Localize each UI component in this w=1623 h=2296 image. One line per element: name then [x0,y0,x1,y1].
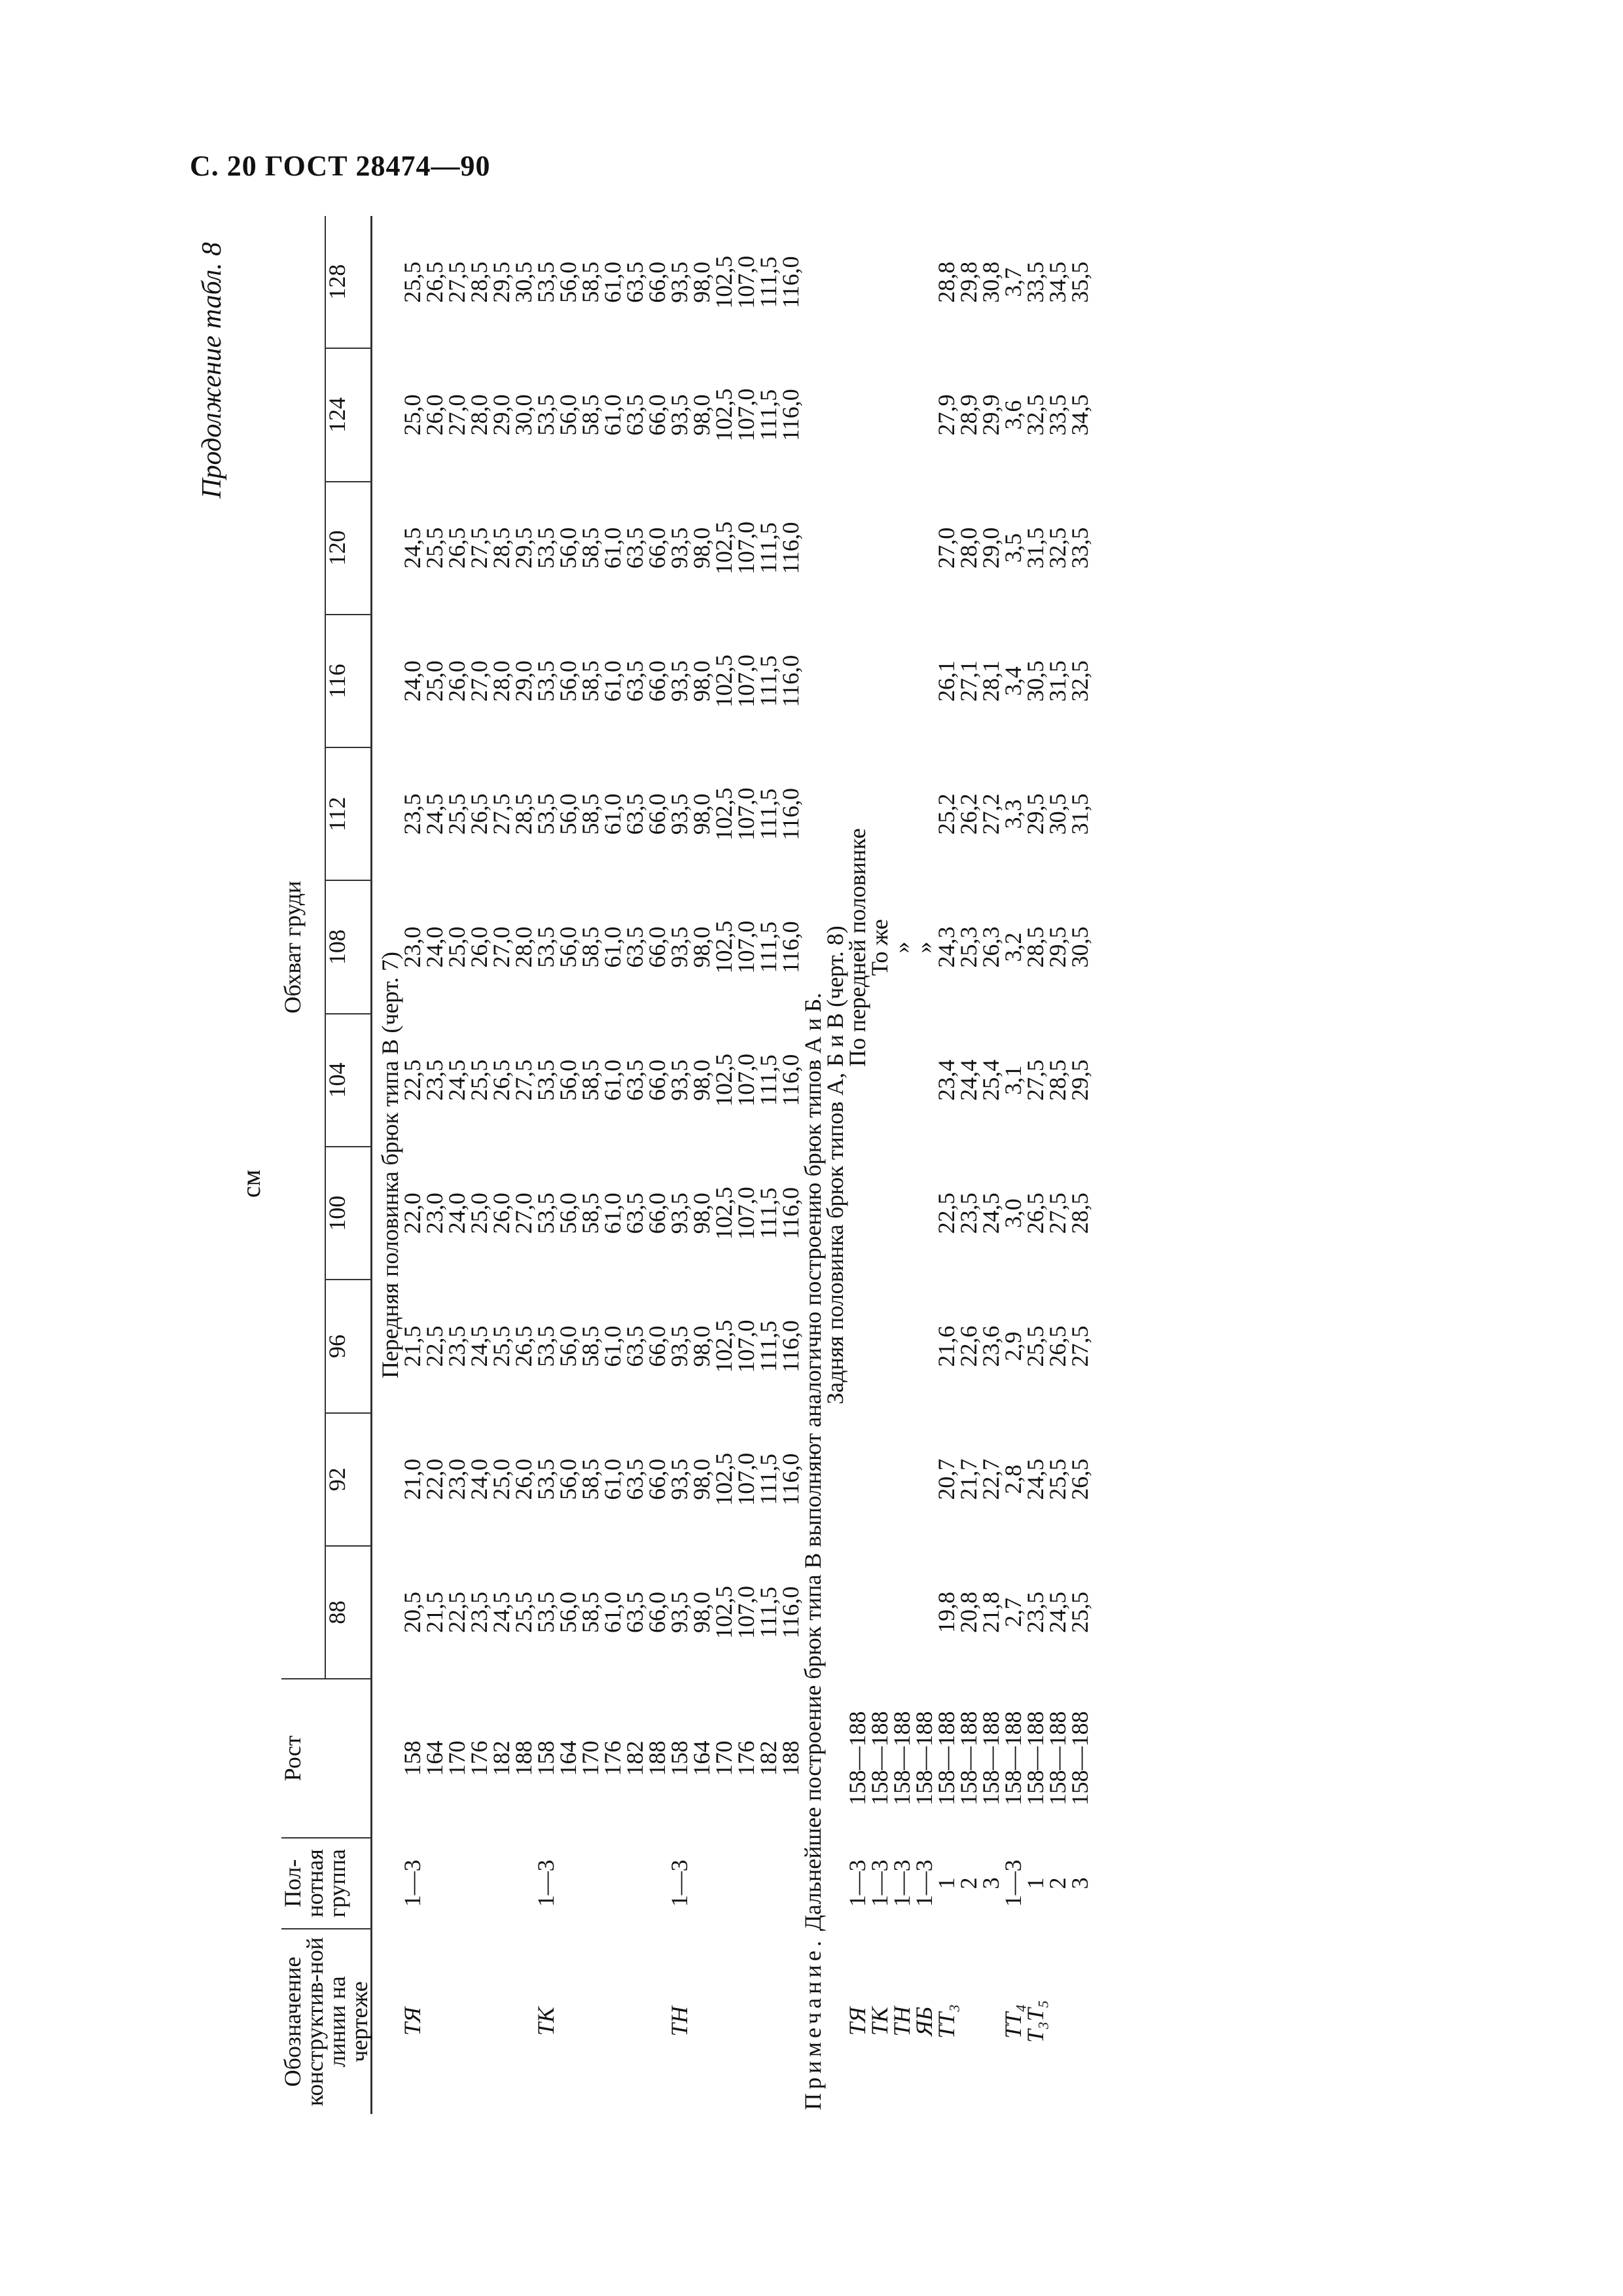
value-cell: 93,5 98,0 102,5 107,0 111,5 116,0 [666,787,804,841]
value-cell: 3,3 [1000,799,1026,829]
table-row [891,216,913,2114]
table-row [535,216,668,2114]
girth-header-100: 100 [325,1147,371,1280]
row-label: ТН [666,2006,692,2037]
value-cell: 23,0 24,0 25,0 26,0 27,0 28,0 [399,926,537,968]
value-cell: 31,5 32,5 33,5 [1022,527,1093,569]
value-cell: 27,5 28,5 29,5 [1022,1059,1093,1101]
row-heights: 158 164 170 176 182 188 [399,1740,537,1776]
girth-header-92: 92 [325,1413,371,1546]
value-cell: 33,5 34,5 35,5 [1022,261,1093,303]
value-cell: 3,1 [1000,1065,1026,1095]
girth-header-124: 124 [325,348,371,481]
row-label: ТТ₃ [933,2004,959,2039]
value-cell: 23,5 24,5 25,5 26,5 27,5 28,5 [399,793,537,835]
girth-header-128: 128 [325,216,371,348]
value-cell: 53,5 56,0 58,5 61,0 63,5 66,0 [533,793,670,835]
data-table [281,216,1091,2114]
girth-header-108: 108 [325,881,371,1014]
section-title-front: Передняя половинка брюк типа В (черт. 7) [377,952,403,1378]
table-row [846,216,868,2114]
table-row [1024,216,1091,2114]
value-cell: 3,4 [1000,666,1026,696]
value-cell: 53,5 56,0 58,5 61,0 63,5 66,0 [533,527,670,569]
value-cell: 25,5 26,5 27,5 [1022,1325,1093,1367]
value-cell: 22,5 23,5 24,5 [933,1193,1004,1234]
col-header-label: Обозначение конструктив-ной линии на чертеже [281,1929,372,2114]
row-label: ТН [889,2006,915,2037]
value-cell: 25,2 26,2 27,2 [933,793,1004,835]
value-cell: 24,3 25,3 26,3 [933,926,1004,968]
girth-header-112: 112 [325,747,371,880]
value-cell: 53,5 56,0 58,5 61,0 63,5 66,0 [533,926,670,968]
value-cell: 53,5 56,0 58,5 61,0 63,5 66,0 [533,1458,670,1500]
value-cell: 93,5 98,0 102,5 107,0 111,5 116,0 [666,655,804,708]
table-row [1002,216,1024,2114]
col-header-height: Рост [281,1679,372,1838]
row-label: ТЯ [844,2007,870,2036]
row-heights: 158 164 170 176 182 188 [666,1740,804,1776]
value-cell: 93,5 98,0 102,5 107,0 111,5 116,0 [666,1452,804,1506]
continuation-caption: Продолжение табл. 8 [197,242,227,499]
row-group: 1—3 [666,1859,692,1907]
value-cell: 2,7 [1000,1598,1026,1628]
col-header-group: Пол-нотная группа [281,1838,372,1929]
value-cell: 20,7 21,7 22,7 [933,1458,1004,1500]
value-cell: 23,4 24,4 25,4 [933,1059,1004,1101]
note-text: Дальнейшее построение брюк типа В выполняют аналогично построению брюк типов А и Б. [800,992,826,1937]
row-reference-text: То же [866,919,893,976]
value-cell: 53,5 56,0 58,5 61,0 63,5 66,0 [533,261,670,303]
value-cell: 93,5 98,0 102,5 107,0 111,5 116,0 [666,1053,804,1107]
row-label: Т₃Т₅ [1022,2000,1048,2043]
value-cell: 3,2 [1000,932,1026,962]
value-cell: 22,0 23,0 24,0 25,0 26,0 27,0 [399,1193,537,1234]
value-cell: 27,0 28,0 29,0 [933,527,1004,569]
row-group: 1—3 [844,1859,870,1907]
row-heights: 158—188 [911,1711,937,1806]
value-cell: 21,0 22,0 23,0 24,0 25,0 26,0 [399,1458,537,1500]
girth-header-88: 88 [325,1546,371,1679]
row-label: ТЯ [399,2007,425,2036]
table-row [868,216,891,2114]
row-heights: 158—188 [889,1711,915,1806]
table-row [913,216,935,2114]
row-group: 1 2 3 [1022,1877,1093,1890]
row-label: ТТ₄ [1000,2004,1026,2039]
value-cell: 93,5 98,0 102,5 107,0 111,5 116,0 [666,521,804,575]
row-group: 1—3 [911,1859,937,1907]
value-cell: 2,8 [1000,1464,1026,1494]
value-cell: 3,5 [1000,533,1026,563]
value-cell: 24,5 25,5 26,5 27,5 28,5 29,5 [399,527,537,569]
rotated-table-block [196,216,1459,2114]
row-label: ТК [533,2007,559,2036]
page-header: С. 20 ГОСТ 28474—90 [190,150,491,182]
row-heights: 158 164 170 176 182 188 [533,1740,670,1776]
row-heights: 158—188 [844,1711,870,1806]
value-cell: 53,5 56,0 58,5 61,0 63,5 66,0 [533,660,670,702]
value-cell: 3,6 [1000,400,1026,430]
unit-label: см [236,1169,266,1198]
value-cell: 30,5 31,5 32,5 [1022,660,1093,702]
row-label: ЯБ [911,2006,937,2036]
value-cell: 26,5 27,5 28,5 [1022,1193,1093,1234]
row-group: 1—3 [866,1859,893,1907]
row-group: 1—3 [889,1859,915,1907]
row-group: 1 2 3 [933,1877,1004,1890]
row-group: 1—3 [399,1859,425,1907]
value-cell: 53,5 56,0 58,5 61,0 63,5 66,0 [533,1592,670,1634]
value-cell: 22,5 23,5 24,5 25,5 26,5 27,5 [399,1059,537,1101]
row-group: 1—3 [1000,1859,1026,1907]
row-reference-text: По передней половинке [844,828,870,1067]
value-cell: 27,9 28,9 29,9 [933,394,1004,436]
table-row [935,216,1002,2114]
value-cell: 93,5 98,0 102,5 107,0 111,5 116,0 [666,1187,804,1240]
value-cell: 29,5 30,5 31,5 [1022,793,1093,835]
row-reference-text: » [889,941,915,954]
value-cell: 93,5 98,0 102,5 107,0 111,5 116,0 [666,388,804,442]
value-cell: 20,5 21,5 22,5 23,5 24,5 25,5 [399,1592,537,1634]
row-heights: 158—188 [1000,1711,1026,1806]
girth-header-120: 120 [325,482,371,615]
value-cell: 21,5 22,5 23,5 24,5 25,5 26,5 [399,1325,537,1367]
row-heights: 158—188 [866,1711,893,1806]
value-cell: 19,8 20,8 21,8 [933,1592,1004,1634]
girth-header-116: 116 [325,615,371,747]
value-cell: 32,5 33,5 34,5 [1022,394,1093,436]
value-cell: 53,5 56,0 58,5 61,0 63,5 66,0 [533,1059,670,1101]
value-cell: 93,5 98,0 102,5 107,0 111,5 116,0 [666,1319,804,1373]
row-group: 1—3 [533,1859,559,1907]
value-cell: 25,0 26,0 27,0 28,0 29,0 30,0 [399,394,537,436]
section-title-back: Задняя половинка брюк типов А, Б и В (черт. 8) [822,925,848,1405]
row-reference-text: » [911,941,937,954]
note-prefix: Примечание. [800,1937,826,2110]
value-cell: 24,0 25,0 26,0 27,0 28,0 29,0 [399,660,537,702]
value-cell: 93,5 98,0 102,5 107,0 111,5 116,0 [666,255,804,309]
value-cell: 23,5 24,5 25,5 [1022,1592,1093,1634]
table-row [668,216,802,2114]
row-heights: 158—188 158—188 158—188 [933,1711,1004,1806]
value-cell: 53,5 56,0 58,5 61,0 63,5 66,0 [533,394,670,436]
value-cell: 53,5 56,0 58,5 61,0 63,5 66,0 [533,1325,670,1367]
value-cell: 28,5 29,5 30,5 [1022,926,1093,968]
col-header-girth: Обхват груди [281,216,325,1679]
girth-header-104: 104 [325,1014,371,1147]
value-cell: 3,0 [1000,1198,1026,1229]
girth-header-96: 96 [325,1280,371,1412]
value-cell: 24,5 25,5 26,5 [1022,1458,1093,1500]
table-note [802,216,824,2114]
value-cell: 2,9 [1000,1331,1026,1361]
value-cell: 53,5 56,0 58,5 61,0 63,5 66,0 [533,1193,670,1234]
row-label: ТК [866,2007,893,2036]
value-cell: 26,1 27,1 28,1 [933,660,1004,702]
value-cell: 28,8 29,8 30,8 [933,261,1004,303]
value-cell: 25,5 26,5 27,5 28,5 29,5 30,5 [399,261,537,303]
value-cell: 93,5 98,0 102,5 107,0 111,5 116,0 [666,1586,804,1640]
value-cell: 93,5 98,0 102,5 107,0 111,5 116,0 [666,920,804,974]
value-cell: 3,7 [1000,267,1026,297]
value-cell: 21,6 22,6 23,6 [933,1325,1004,1367]
row-heights: 158—188 158—188 158—188 [1022,1711,1093,1806]
table-row [401,216,535,2114]
